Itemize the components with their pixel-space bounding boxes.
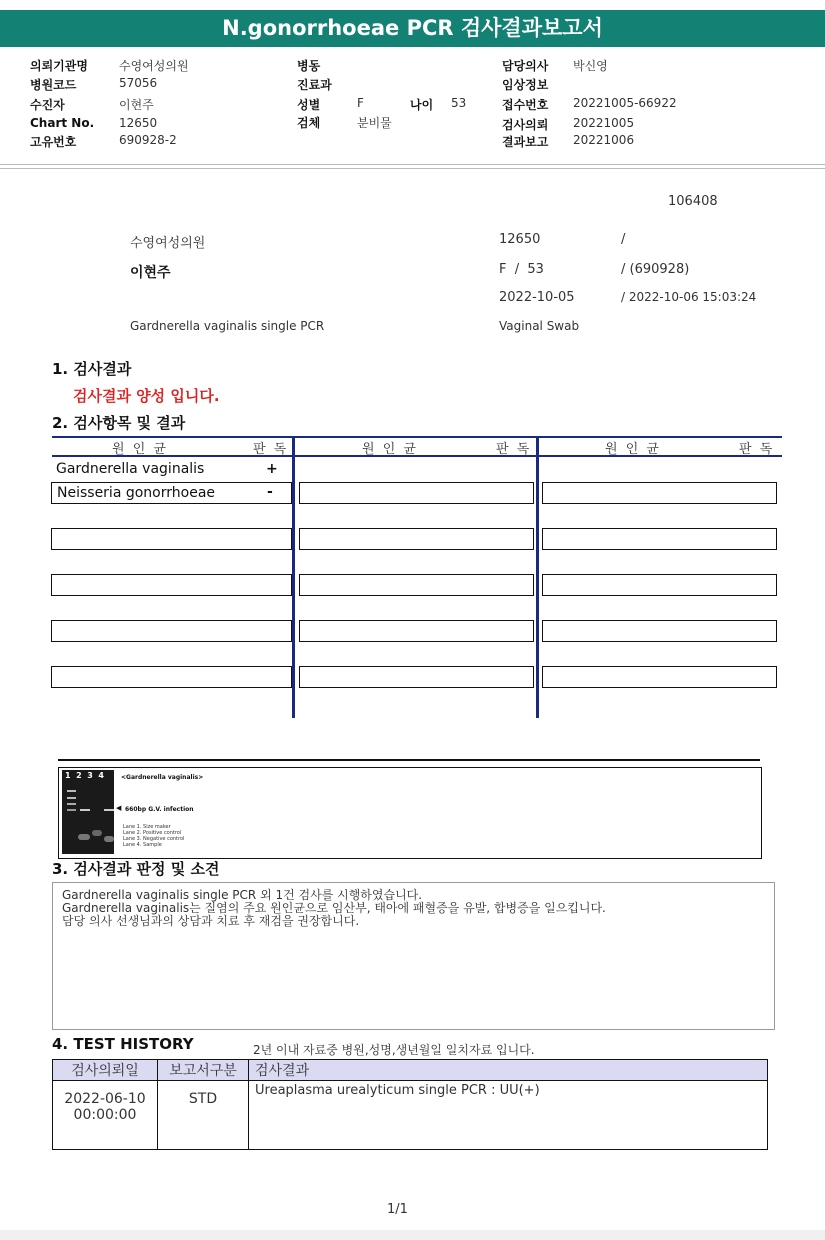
band-arrow: ◀ — [116, 804, 122, 812]
gel-legend-item: Lane 3. Negative control — [123, 836, 185, 842]
opinion-text — [62, 889, 762, 928]
info-test-name: Gardnerella vaginalis single PCR — [130, 319, 325, 333]
report-date-label: 결과보고 — [502, 135, 549, 149]
col-header-reading-2: 판 독 — [496, 442, 532, 457]
pathogen-result-1: + — [266, 461, 278, 477]
sex-value: F — [357, 96, 364, 110]
report-date-value: 20221006 — [573, 133, 635, 147]
result-box — [542, 574, 777, 596]
col-header-pathogen-3: 원 인 균 — [605, 442, 661, 457]
result-box — [542, 620, 777, 642]
request-date-label: 검사의뢰 — [502, 118, 549, 132]
gel-legend-item: Lane 2. Positive control — [123, 830, 182, 836]
result-box — [299, 620, 534, 642]
result-summary: 검사결과 양성 입니다. — [73, 387, 220, 405]
specimen-value: 분비물 — [357, 116, 392, 130]
history-type: STD — [158, 1081, 249, 1150]
report-title: N.gonorrhoeae PCR 검사결과보고서 — [0, 10, 825, 47]
col-header-pathogen-2: 원 인 균 — [362, 442, 418, 457]
doc-code: 106408 — [668, 194, 718, 209]
gel-legend — [123, 824, 184, 848]
pathogen-name-1: Gardnerella vaginalis — [56, 461, 205, 477]
section3-heading: 3. 검사결과 판정 및 소견 — [52, 860, 220, 878]
col-header-reading-1: 판 독 — [253, 442, 289, 457]
history-col-result: 검사결과 — [249, 1060, 768, 1081]
result-box — [51, 574, 292, 596]
chart-no-value: 12650 — [119, 116, 158, 130]
pathogen-result-2: - — [267, 484, 273, 500]
gel-band-label: 660bp G.V. infection — [125, 806, 194, 813]
receipt-no-label: 접수번호 — [502, 98, 549, 112]
info-report-datetime: / 2022-10-06 15:03:24 — [621, 290, 757, 304]
section2-heading: 2. 검사항목 및 결과 — [52, 414, 186, 432]
history-col-date: 검사의뢰일 — [53, 1060, 158, 1081]
section4-heading: 4. TEST HISTORY — [52, 1035, 194, 1053]
info-slash: / — [621, 232, 626, 247]
hospital-name-label: 의뢰기관명 — [30, 59, 88, 73]
gel-title: <Gardnerella vaginalis> — [121, 774, 204, 781]
gel-legend-item: Lane 1. Size maker — [123, 824, 171, 830]
result-box — [51, 620, 292, 642]
page-number: 1/1 — [387, 1202, 408, 1217]
hospital-name-value: 수영여성의원 — [119, 59, 189, 73]
info-chart: 12650 — [499, 232, 541, 247]
header-divider-2 — [0, 168, 825, 169]
hospital-code-label: 병원코드 — [30, 78, 77, 92]
history-col-type: 보고서구분 — [158, 1060, 249, 1081]
result-box — [299, 528, 534, 550]
request-date-value: 20221005 — [573, 116, 635, 130]
info-sex-age: F / 53 — [499, 262, 544, 277]
pathogen-name-2: Neisseria gonorrhoeae — [57, 485, 216, 501]
age-label: 나이 — [410, 98, 434, 112]
info-clinic: 수영여성의원 — [130, 236, 206, 251]
info-birth: / (690928) — [621, 262, 690, 277]
result-box — [542, 482, 777, 504]
gel-photo — [62, 770, 114, 854]
info-specimen: Vaginal Swab — [499, 319, 580, 333]
sex-label: 성별 — [297, 98, 321, 112]
opinion-line: Gardnerella vaginalis single PCR 외 1건 검사를 시행하였습니다. — [62, 888, 423, 902]
unique-no-label: 고유번호 — [30, 135, 77, 149]
result-box — [299, 482, 534, 504]
hospital-code-value: 57056 — [119, 76, 158, 90]
history-result: Ureaplasma urealyticum single PCR : UU(+) — [249, 1081, 768, 1150]
age-value: 53 — [451, 96, 467, 110]
col-header-pathogen-1: 원 인 균 — [112, 442, 168, 457]
doctor-label: 담당의사 — [502, 59, 549, 73]
history-date: 2022-06-10 00:00:00 — [53, 1081, 158, 1150]
history-table — [52, 1059, 768, 1150]
history-header-row — [53, 1060, 768, 1081]
result-box — [51, 528, 292, 550]
opinion-line: 담당 의사 선생님과의 상담과 치료 후 재검을 권장합니다. — [62, 914, 360, 928]
opinion-line: Gardnerella vaginalis는 질염의 주요 원인균으로 임산부, 태아에 패혈증을 유발, 합병증을 일으킵니다. — [62, 901, 606, 915]
opinion-box — [52, 882, 775, 1030]
result-box — [51, 666, 292, 688]
gel-lane-numbers: 1 2 3 4 — [65, 771, 104, 780]
header-divider — [0, 164, 825, 165]
clinical-info-label: 임상정보 — [502, 78, 549, 92]
result-box — [299, 574, 534, 596]
result-box — [299, 666, 534, 688]
receipt-no-value: 20221005-66922 — [573, 96, 677, 110]
column-divider-1 — [292, 436, 295, 718]
section1-heading: 1. 검사결과 — [52, 360, 132, 378]
info-receive-date: 2022-10-05 — [499, 290, 575, 305]
column-divider-2 — [536, 436, 539, 718]
gel-legend-item: Lane 4. Sample — [123, 842, 162, 848]
chart-no-label: Chart No. — [30, 116, 95, 130]
col-header-reading-3: 판 독 — [739, 442, 775, 457]
doctor-value: 박신영 — [573, 59, 608, 73]
patient-label: 수진자 — [30, 98, 65, 112]
dept-label: 진료과 — [297, 78, 332, 92]
specimen-label: 검체 — [297, 116, 321, 130]
table-row — [53, 1081, 768, 1150]
ward-label: 병동 — [297, 59, 321, 73]
history-note: 2년 이내 자료중 병원,성명,생년월일 일치자료 입니다. — [253, 1043, 535, 1057]
unique-no-value: 690928-2 — [119, 133, 177, 147]
gel-electrophoresis-figure — [58, 767, 762, 859]
result-box — [542, 666, 777, 688]
result-box — [542, 528, 777, 550]
info-patient: 이현주 — [130, 265, 171, 281]
patient-value: 이현주 — [119, 98, 154, 112]
gel-top-rule — [58, 759, 760, 761]
